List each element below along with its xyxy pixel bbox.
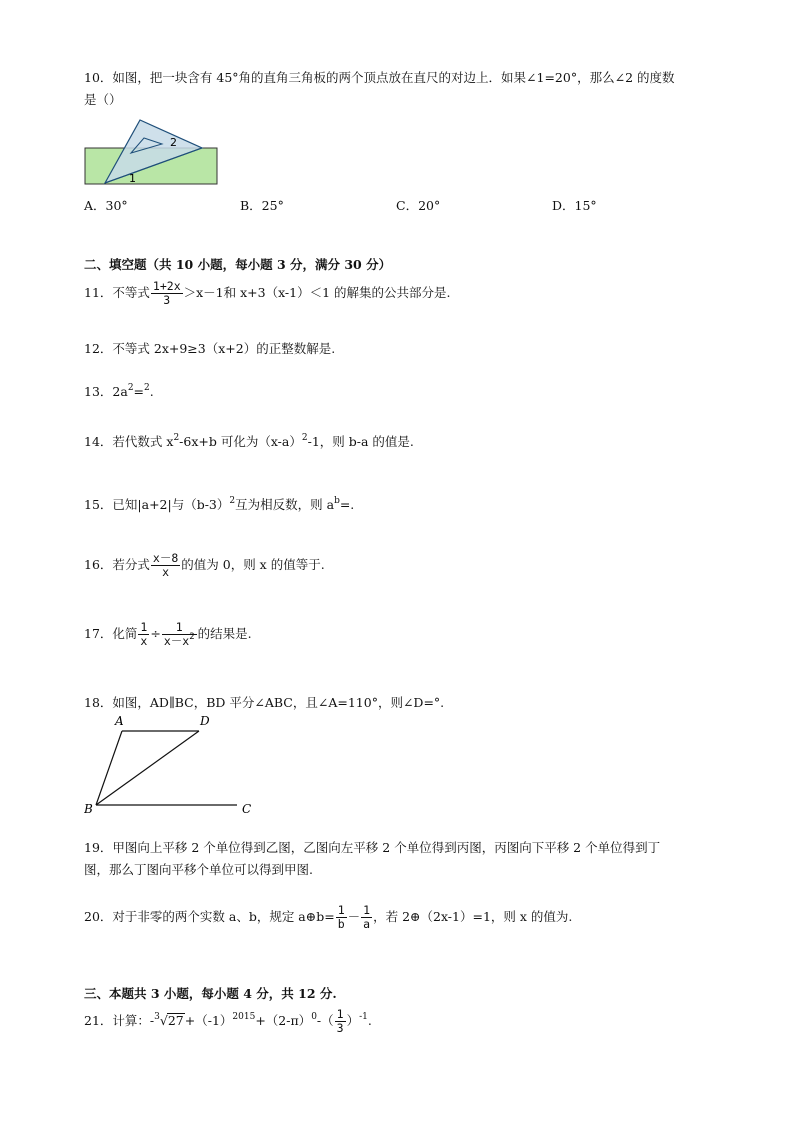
q20-fraction-2: $\frac{1}{a}$ [363, 903, 371, 931]
parallel-lines-figure [84, 712, 264, 820]
q20: 20．对于非零的两个实数 a、b，规定 a⊕b= $\frac{1}{b}$ － $\frac{1}{a}$ ，若 2⊕（2x-1）=1，则 x 的值为. [84, 903, 573, 931]
radical-sign: √ [159, 1013, 168, 1028]
q17: 17．化简 $\frac{1}{x}$ ÷ $\frac{1}{x-x^2}$ 的结果是. [84, 620, 252, 648]
q19-line2: 图，那么丁图向平移个单位可以得到甲图. [84, 862, 313, 877]
q15: 15．已知|a+2|与$(b-3)^2$互为相反数，则 $a^b=$. [84, 496, 355, 512]
angle-1-label: 1 [129, 172, 136, 185]
ruler-triangle-figure [84, 116, 224, 188]
q10-line2: 是（） [84, 92, 122, 107]
q10-option-c[interactable]: C．20° [396, 198, 441, 213]
q10-line1: 10．如图，把一块含有 45°角的直角三角板的两个顶点放在直尺的对边上．如果∠1=20°，那么∠2 的度数 [84, 70, 675, 85]
point-C: C [242, 802, 252, 816]
radicand: 27 [167, 1013, 184, 1028]
q16: 16．若分式 $\frac{x-8}{x}$ 的值为 0，则 x 的值等于. [84, 551, 325, 579]
q19-line1: 19．甲图向上平移 2 个单位得到乙图，乙图向左平移 2 个单位得到丙图，丙图向下平移 2 个单位得到丁 [84, 840, 661, 855]
q20-fraction-1: $\frac{1}{b}$ [337, 903, 345, 931]
point-D: D [200, 714, 210, 728]
root-index: 3 [154, 1012, 160, 1022]
q17-fraction-2: $\frac{1}{x-x^2}$ [163, 620, 195, 648]
q11: 11．不等式 $\frac{1+2x}{3}$ ＞x－1和 x+3（x-1）＜1 的解集的公共部分是. [84, 279, 451, 307]
point-A: A [115, 714, 124, 728]
q14: 14．若代数式 $x^2-6x+b$ 可化为$(x-a)^2-1$，则 b-a 的值是. [84, 433, 414, 449]
section-3-title: 三、本题共 3 小题，每小题 4 分，共 12 分. [84, 986, 337, 1001]
q10-option-d[interactable]: D．15° [552, 198, 597, 213]
q17-fraction-1: $\frac{1}{x}$ [140, 620, 148, 648]
q11-fraction: $\frac{1+2x}{3}$ [152, 279, 181, 307]
q12: 12．不等式 2x+9≥3（x+2）的正整数解是. [84, 341, 336, 356]
q21-fraction: $\frac{1}{3}$ [336, 1007, 344, 1035]
point-B: B [84, 802, 93, 816]
q10-option-b[interactable]: B．25° [240, 198, 284, 213]
section-2-title: 二、填空题（共 10 小题，每小题 3 分，满分 30 分） [84, 257, 392, 272]
angle-2-label: 2 [170, 136, 177, 149]
q10-option-a[interactable]: A．30° [84, 198, 128, 213]
q18: 18．如图，AD∥BC，BD 平分∠ABC，且∠A=110°，则∠D=°. [84, 695, 445, 710]
q16-fraction: $\frac{x-8}{x}$ [152, 551, 179, 579]
q13: 13．$2a^2=^2$. [84, 383, 154, 399]
q21: 21．计算：$-^3√27+(-1)^{2015}+(2-\pi)^0-$（ $\frac{1}{3}$ ）$^{-1}$. [84, 1007, 372, 1035]
